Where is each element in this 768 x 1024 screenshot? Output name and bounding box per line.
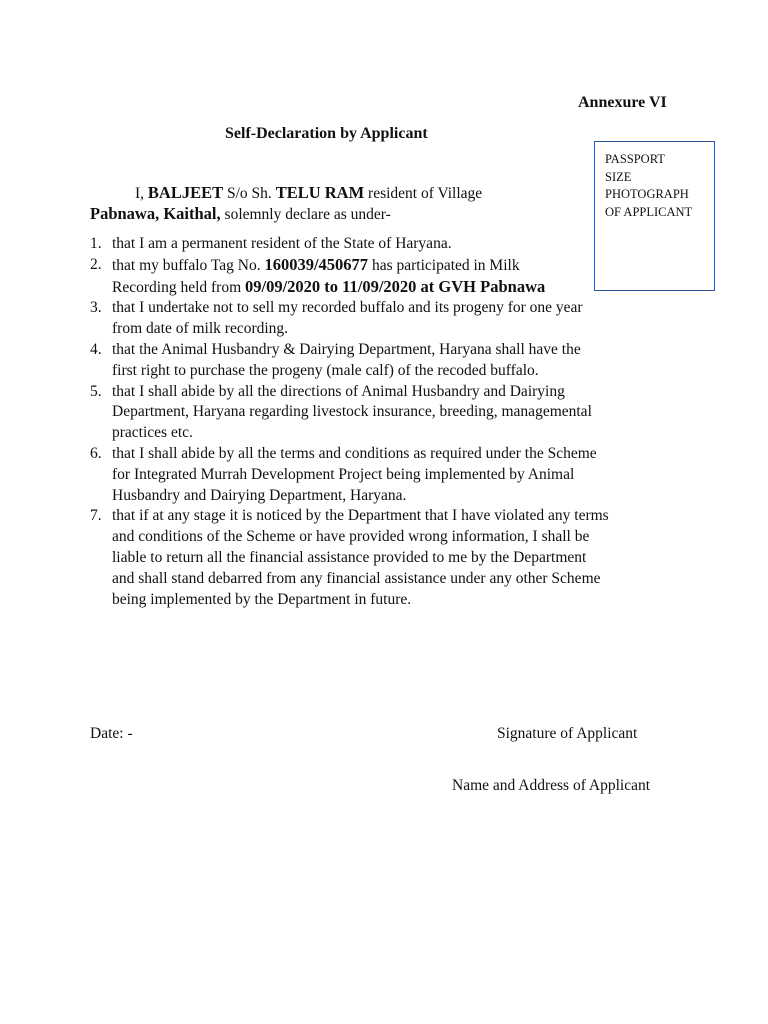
- item-number: 6.: [90, 444, 102, 462]
- item-text-line: that the Animal Husbandry & Dairying Department, Haryana shall have the: [112, 340, 581, 358]
- item-number: 1.: [90, 235, 102, 252]
- recording-prefix-text: Recording held from: [112, 278, 246, 296]
- applicant-name: BALJEET: [147, 183, 224, 202]
- photo-box-line: PHOTOGRAPH: [605, 187, 689, 201]
- item-text-line: Department, Haryana regarding livestock insurance, breeding, managemental: [112, 403, 592, 421]
- declaration-list: [90, 234, 690, 610]
- father-name: TELU RAM: [275, 183, 365, 202]
- declaration-item-1: [90, 234, 690, 255]
- item-text-line: practices etc.: [112, 424, 193, 442]
- date-label: Date: -: [90, 725, 133, 742]
- item-number: 4.: [90, 340, 102, 358]
- item-number: 2.: [90, 255, 102, 273]
- photo-box-line: OF APPLICANT: [605, 204, 693, 219]
- item-text-line: being implemented by the Department in future.: [112, 590, 412, 608]
- document-title: Self-Declaration by Applicant: [225, 125, 428, 142]
- item-number: 3.: [90, 299, 102, 317]
- item-text-line: that I shall abide by all the terms and conditions as required under the Scheme: [112, 444, 597, 462]
- intro-prefix: I,: [135, 185, 148, 202]
- item-text-line: that if at any stage it is noticed by the Department that I have violated any terms: [112, 507, 609, 525]
- declare-text: solemnly declare as under-: [220, 206, 391, 223]
- tag-prefix-text: that my buffalo Tag No.: [112, 256, 265, 274]
- annexure-label: Annexure VI: [578, 94, 667, 111]
- resident-text: resident of Village: [364, 185, 483, 202]
- item-text-line: that I shall abide by all the directions of Animal Husbandry and Dairying: [112, 382, 565, 400]
- item-text-line: and conditions of the Scheme or have provided wrong information, I shall be: [112, 528, 590, 546]
- item-text-line: [112, 255, 690, 277]
- photo-box-line: SIZE: [605, 169, 632, 184]
- item-text-line: [112, 277, 690, 299]
- item-number: 5.: [90, 382, 102, 400]
- declaration-item-2: [90, 255, 690, 299]
- item-text-line: for Integrated Murrah Development Project being implemented by Animal: [112, 465, 575, 483]
- declaration-item-3: [90, 298, 690, 340]
- item-text-line: first right to purchase the progeny (male calf) of the recoded buffalo.: [112, 361, 539, 379]
- photo-box-line: PASSPORT: [605, 152, 665, 166]
- item-text-line: Husbandry and Dairying Department, Haryana.: [112, 486, 407, 504]
- tag-suffix-text: has participated in Milk: [368, 256, 520, 274]
- intro-line-2: [90, 204, 391, 224]
- applicant-address: Pabnawa, Kaithal,: [90, 204, 221, 223]
- declaration-item-4: [90, 340, 690, 382]
- declaration-item-7: [90, 506, 690, 610]
- declaration-item-6: [90, 444, 690, 506]
- intro-line-1: [135, 183, 482, 203]
- item-text-line: that I am a permanent resident of the State of Haryana.: [112, 235, 452, 252]
- relation-text: S/o Sh.: [223, 185, 276, 202]
- item-text-line: that I undertake not to sell my recorded buffalo and its progeny for one year: [112, 299, 583, 317]
- name-address-label: Name and Address of Applicant: [452, 777, 651, 794]
- buffalo-tag-number: 160039/450677: [264, 254, 369, 274]
- item-text-line: from date of milk recording.: [112, 320, 289, 338]
- item-text-line: liable to return all the financial assistance provided to me by the Department: [112, 548, 587, 566]
- recording-period: 09/09/2020 to 11/09/2020 at GVH Pabnawa: [245, 276, 546, 296]
- item-text-line: and shall stand debarred from any financial assistance under any other Scheme: [112, 569, 601, 587]
- signature-label: Signature of Applicant: [497, 725, 638, 742]
- declaration-item-5: [90, 382, 690, 444]
- item-number: 7.: [90, 507, 102, 525]
